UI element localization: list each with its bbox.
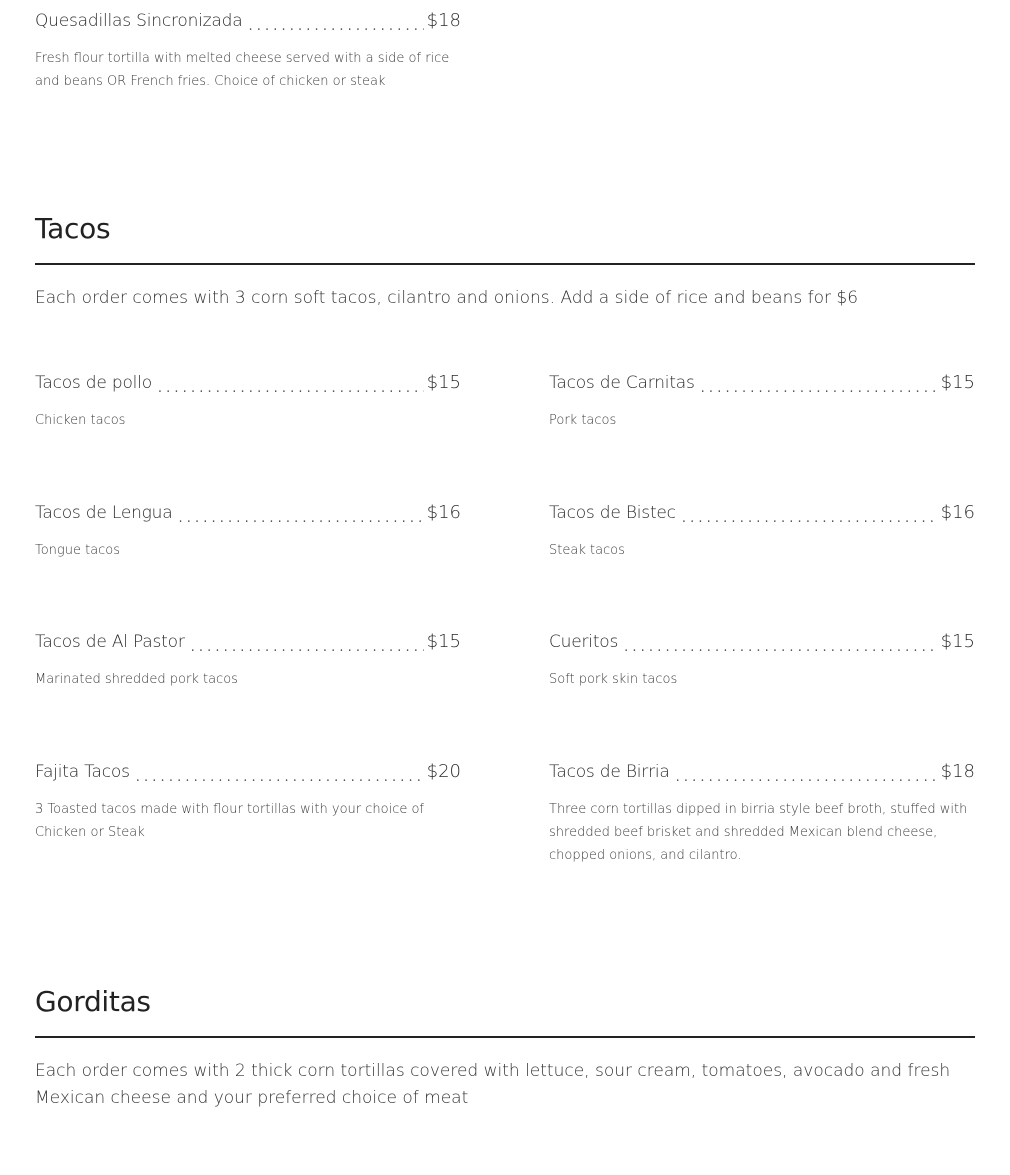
menu-item-header [35,10,461,38]
menu-item-price: $20 [426,761,461,782]
menu-item-price: $18 [940,761,975,782]
menu-item-name: Cueritos [549,632,619,652]
dot-leader [178,508,423,530]
menu-item-tacos-de-birria [549,761,975,867]
menu-item-header [549,631,975,659]
dot-leader [248,16,423,38]
menu-item-name: Quesadillas Sincronizada [35,11,243,31]
menu-item-price: $15 [426,631,461,652]
menu-item-price: $15 [426,372,461,393]
menu-item-tacos-de-al-pastor [35,631,461,691]
menu-item-header [35,761,461,789]
menu-item-name: Tacos de Lengua [35,503,173,523]
menu-item-header [35,372,461,400]
menu-item-cueritos [549,631,975,691]
section-divider [35,1036,975,1038]
dot-leader [682,508,938,530]
menu-item-price: $18 [426,10,461,31]
menu-item-description: Chicken tacos [35,413,126,428]
menu-item-tacos-de-carnitas [549,372,975,432]
menu-item-header [549,372,975,400]
menu-item-fajita-tacos [35,761,461,844]
dot-leader [676,767,938,789]
section-intro-tacos: Each order comes with 3 corn soft tacos, cilantro and onions. Add a side of rice and beans for $6 [35,288,859,308]
menu-item-quesadillas-sincronizada [35,10,461,93]
menu-item-description: Soft pork skin tacos [549,672,678,687]
menu-item-description: Three corn tortillas dipped in birria style beef broth, stuffed with shredded beef brisket and shredded Mexican blend cheese, chopped onions, and cilantro. [549,802,968,863]
menu-item-description: Marinated shredded pork tacos [35,672,238,687]
menu-item-name: Tacos de pollo [35,373,152,393]
menu-item-price: $16 [940,502,975,523]
menu-item-name: Tacos de Bistec [549,503,676,523]
dot-leader [701,378,938,400]
menu-item-price: $15 [940,372,975,393]
menu-item-header [35,502,461,530]
menu-item-description: Fresh flour tortilla with melted cheese served with a side of rice and beans OR French fries. Choice of chicken or steak [35,51,450,89]
menu-item-description: Steak tacos [549,543,625,558]
section-title-tacos: Tacos [35,212,111,245]
section-title-gorditas: Gorditas [35,985,151,1018]
menu-item-header [549,502,975,530]
menu-item-header [35,631,461,659]
section-divider [35,263,975,265]
menu-item-name: Fajita Tacos [35,762,130,782]
menu-item-price: $16 [426,502,461,523]
menu-item-description: Pork tacos [549,413,617,428]
menu-item-tacos-de-bistec [549,502,975,562]
menu-item-price: $15 [940,631,975,652]
section-intro-gorditas: Each order comes with 2 thick corn tortillas covered with lettuce, sour cream, tomatoes, avocado and fresh Mexican cheese and your preferred choice of meat [35,1061,951,1108]
menu-item-name: Tacos de Birria [549,762,670,782]
menu-item-description: Tongue tacos [35,543,121,558]
menu-item-tacos-de-lengua [35,502,461,562]
menu-item-header [549,761,975,789]
dot-leader [136,767,424,789]
dot-leader [158,378,424,400]
menu-item-name: Tacos de Al Pastor [35,632,185,652]
menu-item-tacos-de-pollo [35,372,461,432]
dot-leader [191,637,424,659]
menu-item-description: 3 Toasted tacos made with flour tortillas with your choice of Chicken or Steak [35,802,424,840]
dot-leader [624,637,938,659]
menu-item-name: Tacos de Carnitas [549,373,695,393]
